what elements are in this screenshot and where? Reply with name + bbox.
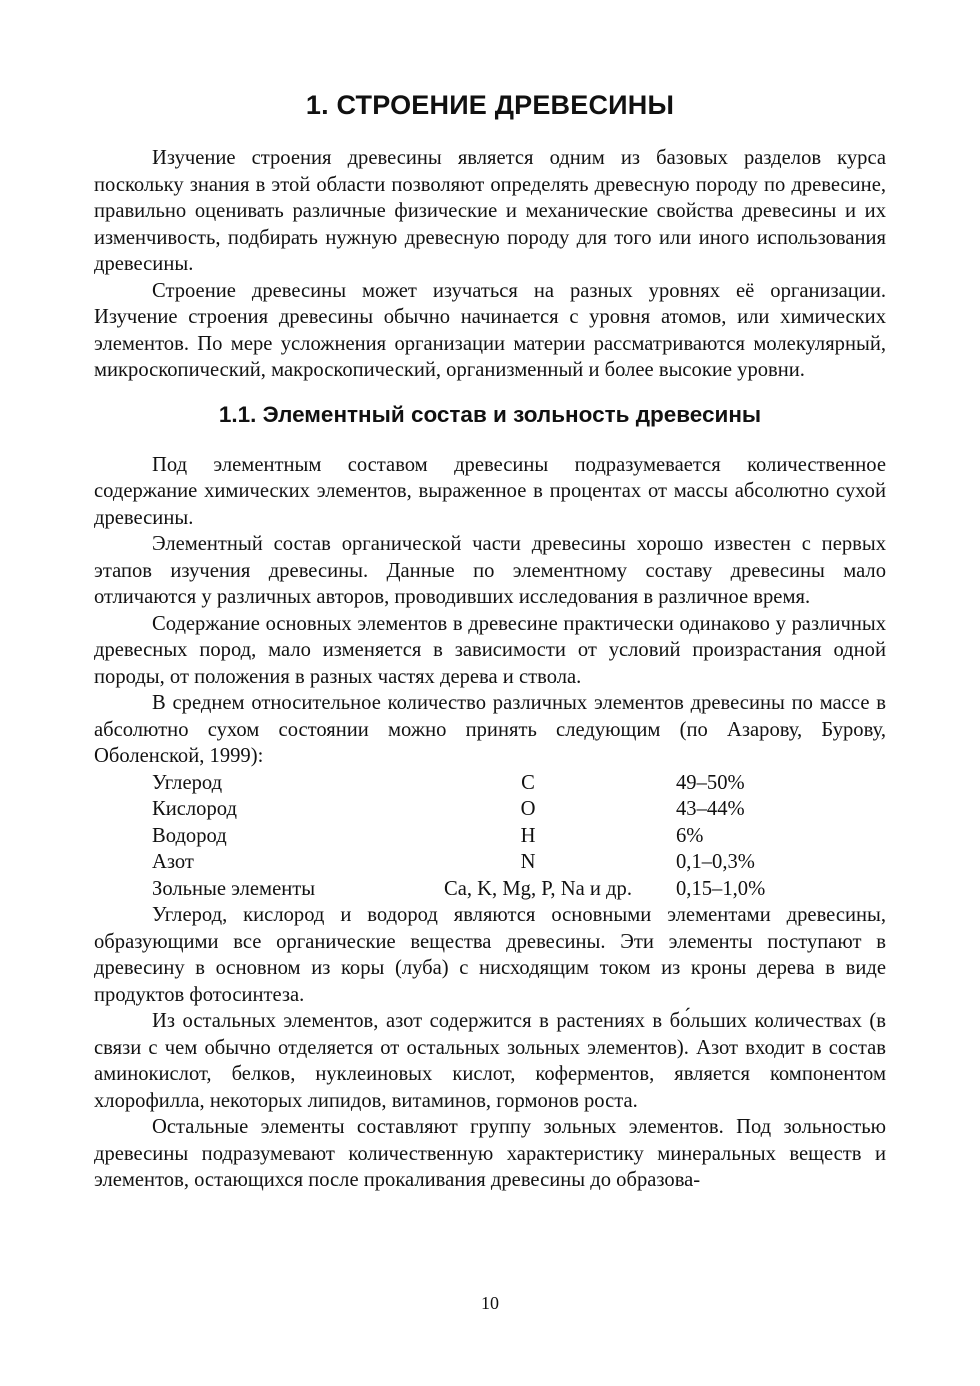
element-name: Зольные элементы xyxy=(152,877,316,900)
element-symbol: C xyxy=(521,771,535,794)
element-symbol: Ca, K, Mg, P, Na и др. xyxy=(444,877,632,900)
element-name: Углерод xyxy=(152,771,223,794)
element-name: Кислород xyxy=(152,798,237,820)
section-paragraph-1: Под элементным составом древесины подразумевается количественное содержание химических элементов, выраженное в процентах от массы абсолютно сухой древесины. xyxy=(94,453,886,529)
element-symbol: H xyxy=(520,824,536,847)
element-name: Азот xyxy=(152,851,194,873)
table-row xyxy=(152,849,876,876)
chapter-heading: 1. СТРОЕНИЕ ДРЕВЕСИНЫ xyxy=(305,90,675,120)
intro-paragraph-1: Изучение строения древесины является одним из базовых разделов курса поскольку знания в этой области позволяют определять древесную породу по древесине, правильно оценивать различные физические и механические свойства древесины и их изменчивость, подбирать нужную древесную породу для того или иного использования древесины. xyxy=(94,147,886,275)
page-number: 10 xyxy=(481,1293,499,1313)
intro-paragraph-2: Строение древесины может изучаться на разных уровнях её организации. Изучение строения древесины обычно начинается с уровня атомов, или химических элементов. По мере усложнения организации материи рассматриваются молекулярный, микроскопический, макроскопический, организменный и более высокие уровни. xyxy=(94,279,886,381)
table-row xyxy=(152,823,876,850)
element-symbol: N xyxy=(520,851,536,873)
section-paragraph-2: Элементный состав органической части древесины хорошо известен с первых этапов изучения древесины. Данные по элементному составу древесины мало отличаются у различных авторов, проводивших исследования в различное время. xyxy=(94,533,886,608)
section-heading: 1.1. Элементный состав и зольность древесины xyxy=(218,401,762,427)
element-percentage: 0,1–0,3% xyxy=(676,851,755,873)
section-paragraph-3: Содержание основных элементов в древесине практически одинаково у различных древесных пород, мало изменяется в зависимости от условий произрастания одной породы, от положения в разных частях дерева и ствола. xyxy=(94,612,886,688)
table-row xyxy=(152,796,876,823)
element-symbol: O xyxy=(520,798,536,820)
closing-paragraph-2: Из остальных элементов, азот содержится в растениях в бо́льших количествах (в связи с чем обычно отделяется от остальных зольных элементов). Азот входит в состав аминокислот, белков, нуклеиновых кислот, коферментов, является компонентом хлорофилла, некоторых липидов, витаминов, гормонов роста. xyxy=(94,1010,886,1112)
element-percentage: 6% xyxy=(676,824,704,847)
closing-paragraph-1: Углерод, кислород и водород являются основными элементами древесины, образующими все органические вещества древесины. Эти элементы поступают в древесину в основном из коры (луба) с нисходящим током из кроны дерева в виде продуктов фотосинтеза. xyxy=(94,904,886,1006)
element-percentage: 0,15–1,0% xyxy=(676,877,766,900)
table-row xyxy=(152,770,876,797)
element-name: Водород xyxy=(152,824,227,847)
element-composition-table xyxy=(152,770,876,903)
page-content xyxy=(94,90,886,1194)
table-row xyxy=(152,876,876,903)
element-percentage: 49–50% xyxy=(676,771,745,794)
element-percentage: 43–44% xyxy=(676,798,745,820)
closing-paragraph-3: Остальные элементы составляют группу зольных элементов. Под зольностью древесины подразумевают количественную характеристику минеральных веществ и элементов, остающихся после прокаливания древесины до образова- xyxy=(94,1116,886,1191)
section-paragraph-4: В среднем относительное количество различных элементов древесины по массе в абсолютно сухом состоянии можно принять следующим (по Азарову, Бурову, Оболенской, 1999): xyxy=(94,692,886,767)
